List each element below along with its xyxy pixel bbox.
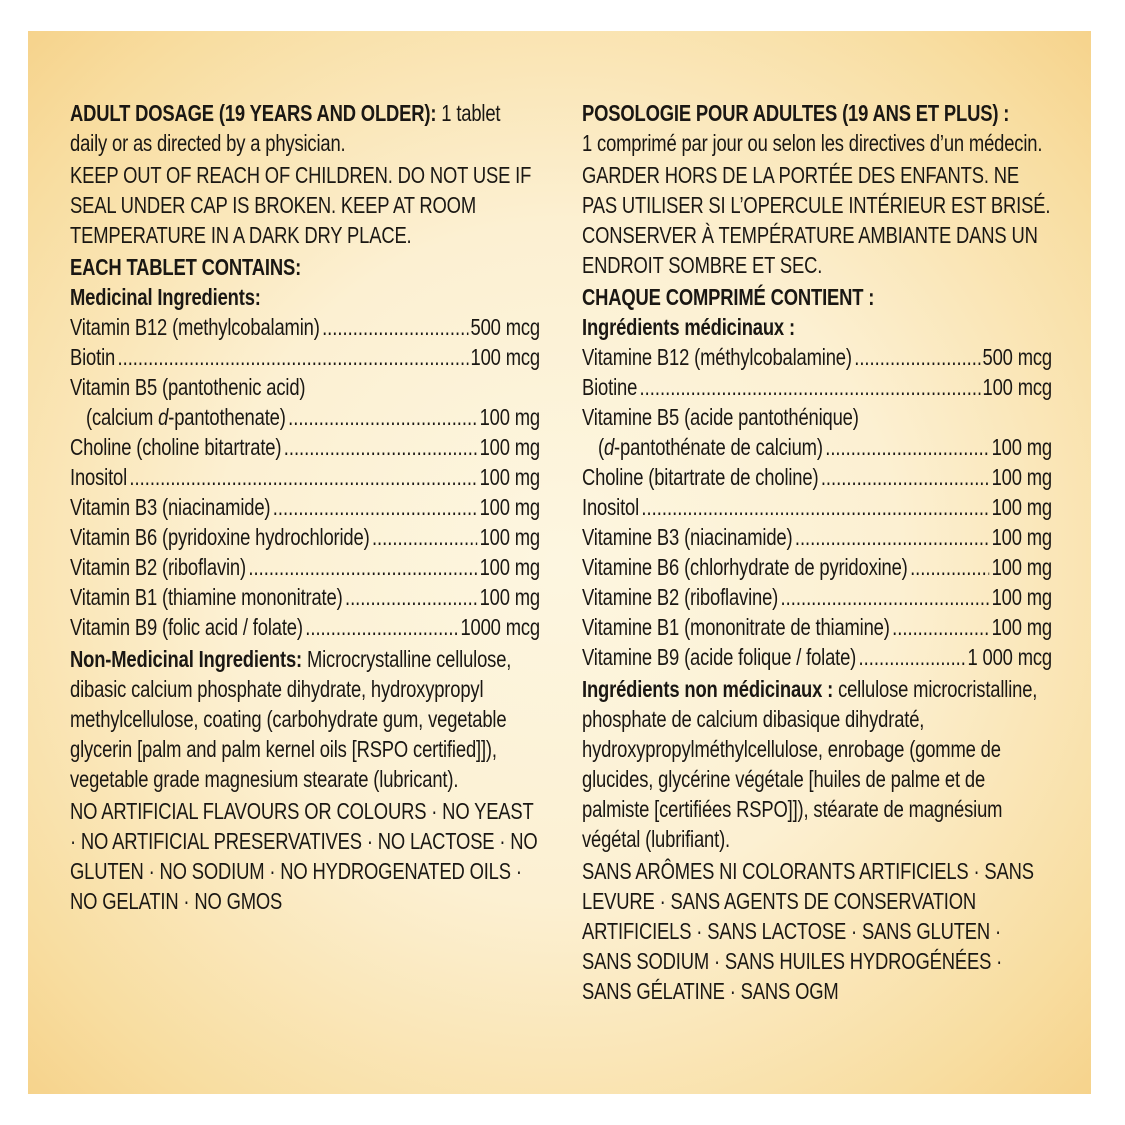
french-text (582, 98, 1052, 1006)
ingredient-amount: 100 mg (991, 584, 1052, 610)
ingredient-name: Vitamine B2 (riboflavine) (582, 584, 779, 610)
ingredient-name (70, 402, 286, 432)
ingredient-row (582, 492, 1052, 522)
ingredient-amount: 100 mg (479, 494, 540, 520)
ingredient-name: Biotine (582, 374, 638, 400)
dot-leader (372, 522, 477, 552)
ingredient-row (70, 492, 540, 522)
ingredient-row (70, 522, 540, 552)
ingredient-name: Vitamin B9 (folic acid / folate) (70, 614, 303, 640)
ingredient-name: Vitamin B1 (thiamine mononitrate) (70, 584, 343, 610)
non-medicinal-paragraph (70, 644, 540, 794)
ingredient-name: Vitamin B2 (riboflavin) (70, 554, 246, 580)
ingredient-amount: 100 mg (991, 434, 1052, 460)
contains-title: CHAQUE COMPRIMÉ CONTIENT : (582, 284, 875, 310)
ingredient-amount: 100 mcg (470, 344, 540, 370)
english-text (70, 98, 540, 916)
ingredient-name: Vitamin B12 (methylcobalamin) (70, 314, 320, 340)
non-medicinal-text: cellulose microcristalline, phosphate de calcium dibasique dihydraté, hydroxypropylméthylcellulose, enrobage (gomme de glucides, glycérine végétale [huiles de palme et de palmiste [certifiées RSPO]]), stéarate de magnésium végétal (lubrifiant). (582, 676, 1038, 852)
medicinal-title: Ingrédients médicinaux : (582, 314, 795, 340)
ingredient-row (582, 342, 1052, 372)
ingredient-name: Vitamin B5 (pantothenic acid) (70, 374, 306, 400)
dot-leader (248, 552, 477, 582)
dot-leader (781, 582, 990, 612)
ingredient-name: Vitamin B6 (pyridoxine hydrochloride) (70, 524, 370, 550)
ingredient-row (582, 582, 1052, 612)
warning-text: KEEP OUT OF REACH OF CHILDREN. DO NOT USE IF SEAL UNDER CAP IS BROKEN. KEEP AT ROOM TEMPERATURE IN A DARK DRY PLACE. (70, 162, 532, 248)
ingredient-amount: 100 mg (991, 464, 1052, 490)
ingredient-row (70, 462, 540, 492)
dot-leader (640, 372, 981, 402)
french-column (582, 98, 1052, 1006)
ingredient-name: Choline (bitartrate de choline) (582, 464, 819, 490)
ingredient-amount: 100 mg (479, 434, 540, 460)
ingredient-name: Vitamine B1 (mononitrate de thiamine) (582, 614, 890, 640)
ingredient-name: Biotin (70, 344, 116, 370)
ingredient-name: Inositol (582, 494, 640, 520)
dot-leader (273, 492, 477, 522)
ingredient-row (582, 432, 1052, 462)
english-column (70, 98, 540, 916)
dot-leader (859, 642, 966, 672)
dot-leader (892, 612, 989, 642)
contains-title: EACH TABLET CONTAINS: (70, 254, 302, 280)
ingredient-row (582, 372, 1052, 402)
ingredient-row (70, 312, 540, 342)
ingredient-amount: 100 mg (991, 524, 1052, 550)
ingredient-row (70, 552, 540, 582)
dosage-text: 1 tablet daily or as directed by a physician. (70, 100, 501, 156)
non-medicinal-text: Microcrystalline cellulose, dibasic calcium phosphate dihydrate, hydroxypropyl methylcellulose, coating (carbohydrate gum, vegetable glycerin [palm and palm kernel oils [RSPO certified]]), vegetable grade magnesium stearate (lubricant). (70, 646, 512, 792)
non-medicinal-paragraph (582, 674, 1052, 854)
free-from-text: SANS ARÔMES NI COLORANTS ARTIFICIELS · SANS LEVURE · SANS AGENTS DE CONSERVATION ARTIFICIELS · SANS LACTOSE · SANS GLUTEN · SANS SODIUM · SANS HUILES HYDROGÉNÉES · SANS GÉLATINE · SANS OGM (582, 858, 1034, 1004)
ingredient-amount: 1000 mcg (460, 614, 540, 640)
ingredient-amount: 500 mcg (982, 344, 1052, 370)
ingredient-name: Choline (choline bitartrate) (70, 434, 282, 460)
ingredient-row (70, 342, 540, 372)
free-from-text: NO ARTIFICIAL FLAVOURS OR COLOURS · NO YEAST · NO ARTIFICIAL PRESERVATIVES · NO LACTOSE · NO GLUTEN · NO SODIUM · NO HYDROGENATED OILS · NO GELATIN · NO GMOS (70, 798, 538, 914)
dot-leader (288, 402, 477, 432)
ingredient-row (70, 582, 540, 612)
dot-leader (821, 462, 989, 492)
ingredient-row (582, 612, 1052, 642)
ingredient-name-prefix: ( (598, 434, 604, 460)
ingredient-amount: 100 mg (991, 494, 1052, 520)
dot-leader (641, 492, 989, 522)
dosage-paragraph (70, 98, 540, 158)
dosage-text: 1 comprimé par jour ou selon les directives d’un médecin. (582, 130, 1043, 156)
non-medicinal-title: Ingrédients non médicinaux : (582, 676, 834, 702)
dot-leader (305, 612, 458, 642)
dot-leader (117, 342, 468, 372)
ingredient-row (582, 642, 1052, 672)
ingredient-amount: 100 mg (479, 554, 540, 580)
ingredient-row (70, 372, 540, 402)
ingredient-amount: 100 mcg (982, 374, 1052, 400)
ingredient-name: Vitamine B5 (acide pantothénique) (582, 404, 859, 430)
ingredient-amount: 100 mg (991, 554, 1052, 580)
dot-leader (854, 342, 980, 372)
ingredient-row (582, 462, 1052, 492)
ingredient-amount: 100 mg (991, 614, 1052, 640)
dot-leader (825, 432, 989, 462)
ingredient-row (582, 402, 1052, 432)
dot-leader (345, 582, 477, 612)
ingredient-amount: 100 mg (479, 464, 540, 490)
ingredient-row (582, 552, 1052, 582)
dosage-title: POSOLOGIE POUR ADULTES (19 ANS ET PLUS) : (582, 100, 1010, 126)
ingredient-row (70, 402, 540, 432)
ingredient-row (582, 522, 1052, 552)
ingredient-name: Vitamine B12 (méthylcobalamine) (582, 344, 852, 370)
dot-leader (322, 312, 468, 342)
ingredient-amount: 100 mg (479, 584, 540, 610)
ingredient-name-prefix: (calcium (86, 404, 159, 430)
non-medicinal-title: Non-Medicinal Ingredients: (70, 646, 302, 672)
ingredient-name-italic: d (603, 434, 615, 460)
dot-leader (284, 432, 477, 462)
ingredient-amount: 100 mg (479, 404, 540, 430)
ingredient-row (70, 612, 540, 642)
ingredient-row (70, 432, 540, 462)
ingredient-amount: 100 mg (479, 524, 540, 550)
warning-text: GARDER HORS DE LA PORTÉE DES ENFANTS. NE PAS UTILISER SI L’OPERCULE INTÉRIEUR EST BRISÉ. CONSERVER À TEMPÉRATURE AMBIANTE DANS UN ENDROIT SOMBRE ET SEC. (582, 162, 1051, 278)
ingredient-name-suffix: -pantothenate) (168, 404, 286, 430)
ingredient-name-suffix: -pantothénate de calcium) (614, 434, 823, 460)
ingredient-name: Vitamin B3 (niacinamide) (70, 494, 271, 520)
dot-leader (910, 552, 989, 582)
ingredient-name: Vitamine B3 (niacinamide) (582, 524, 793, 550)
ingredient-name (582, 432, 823, 462)
dot-leader (129, 462, 477, 492)
ingredient-name-italic: d (158, 404, 169, 430)
medicinal-title: Medicinal Ingredients: (70, 284, 261, 310)
ingredient-name: Inositol (70, 464, 128, 490)
dosage-title: ADULT DOSAGE (19 YEARS AND OLDER): (70, 100, 437, 126)
ingredient-name: Vitamine B9 (acide folique / folate) (582, 644, 857, 670)
ingredient-name: Vitamine B6 (chlorhydrate de pyridoxine) (582, 554, 908, 580)
ingredient-amount: 500 mcg (470, 314, 540, 340)
ingredient-amount: 1 000 mcg (967, 644, 1052, 670)
dot-leader (795, 522, 989, 552)
